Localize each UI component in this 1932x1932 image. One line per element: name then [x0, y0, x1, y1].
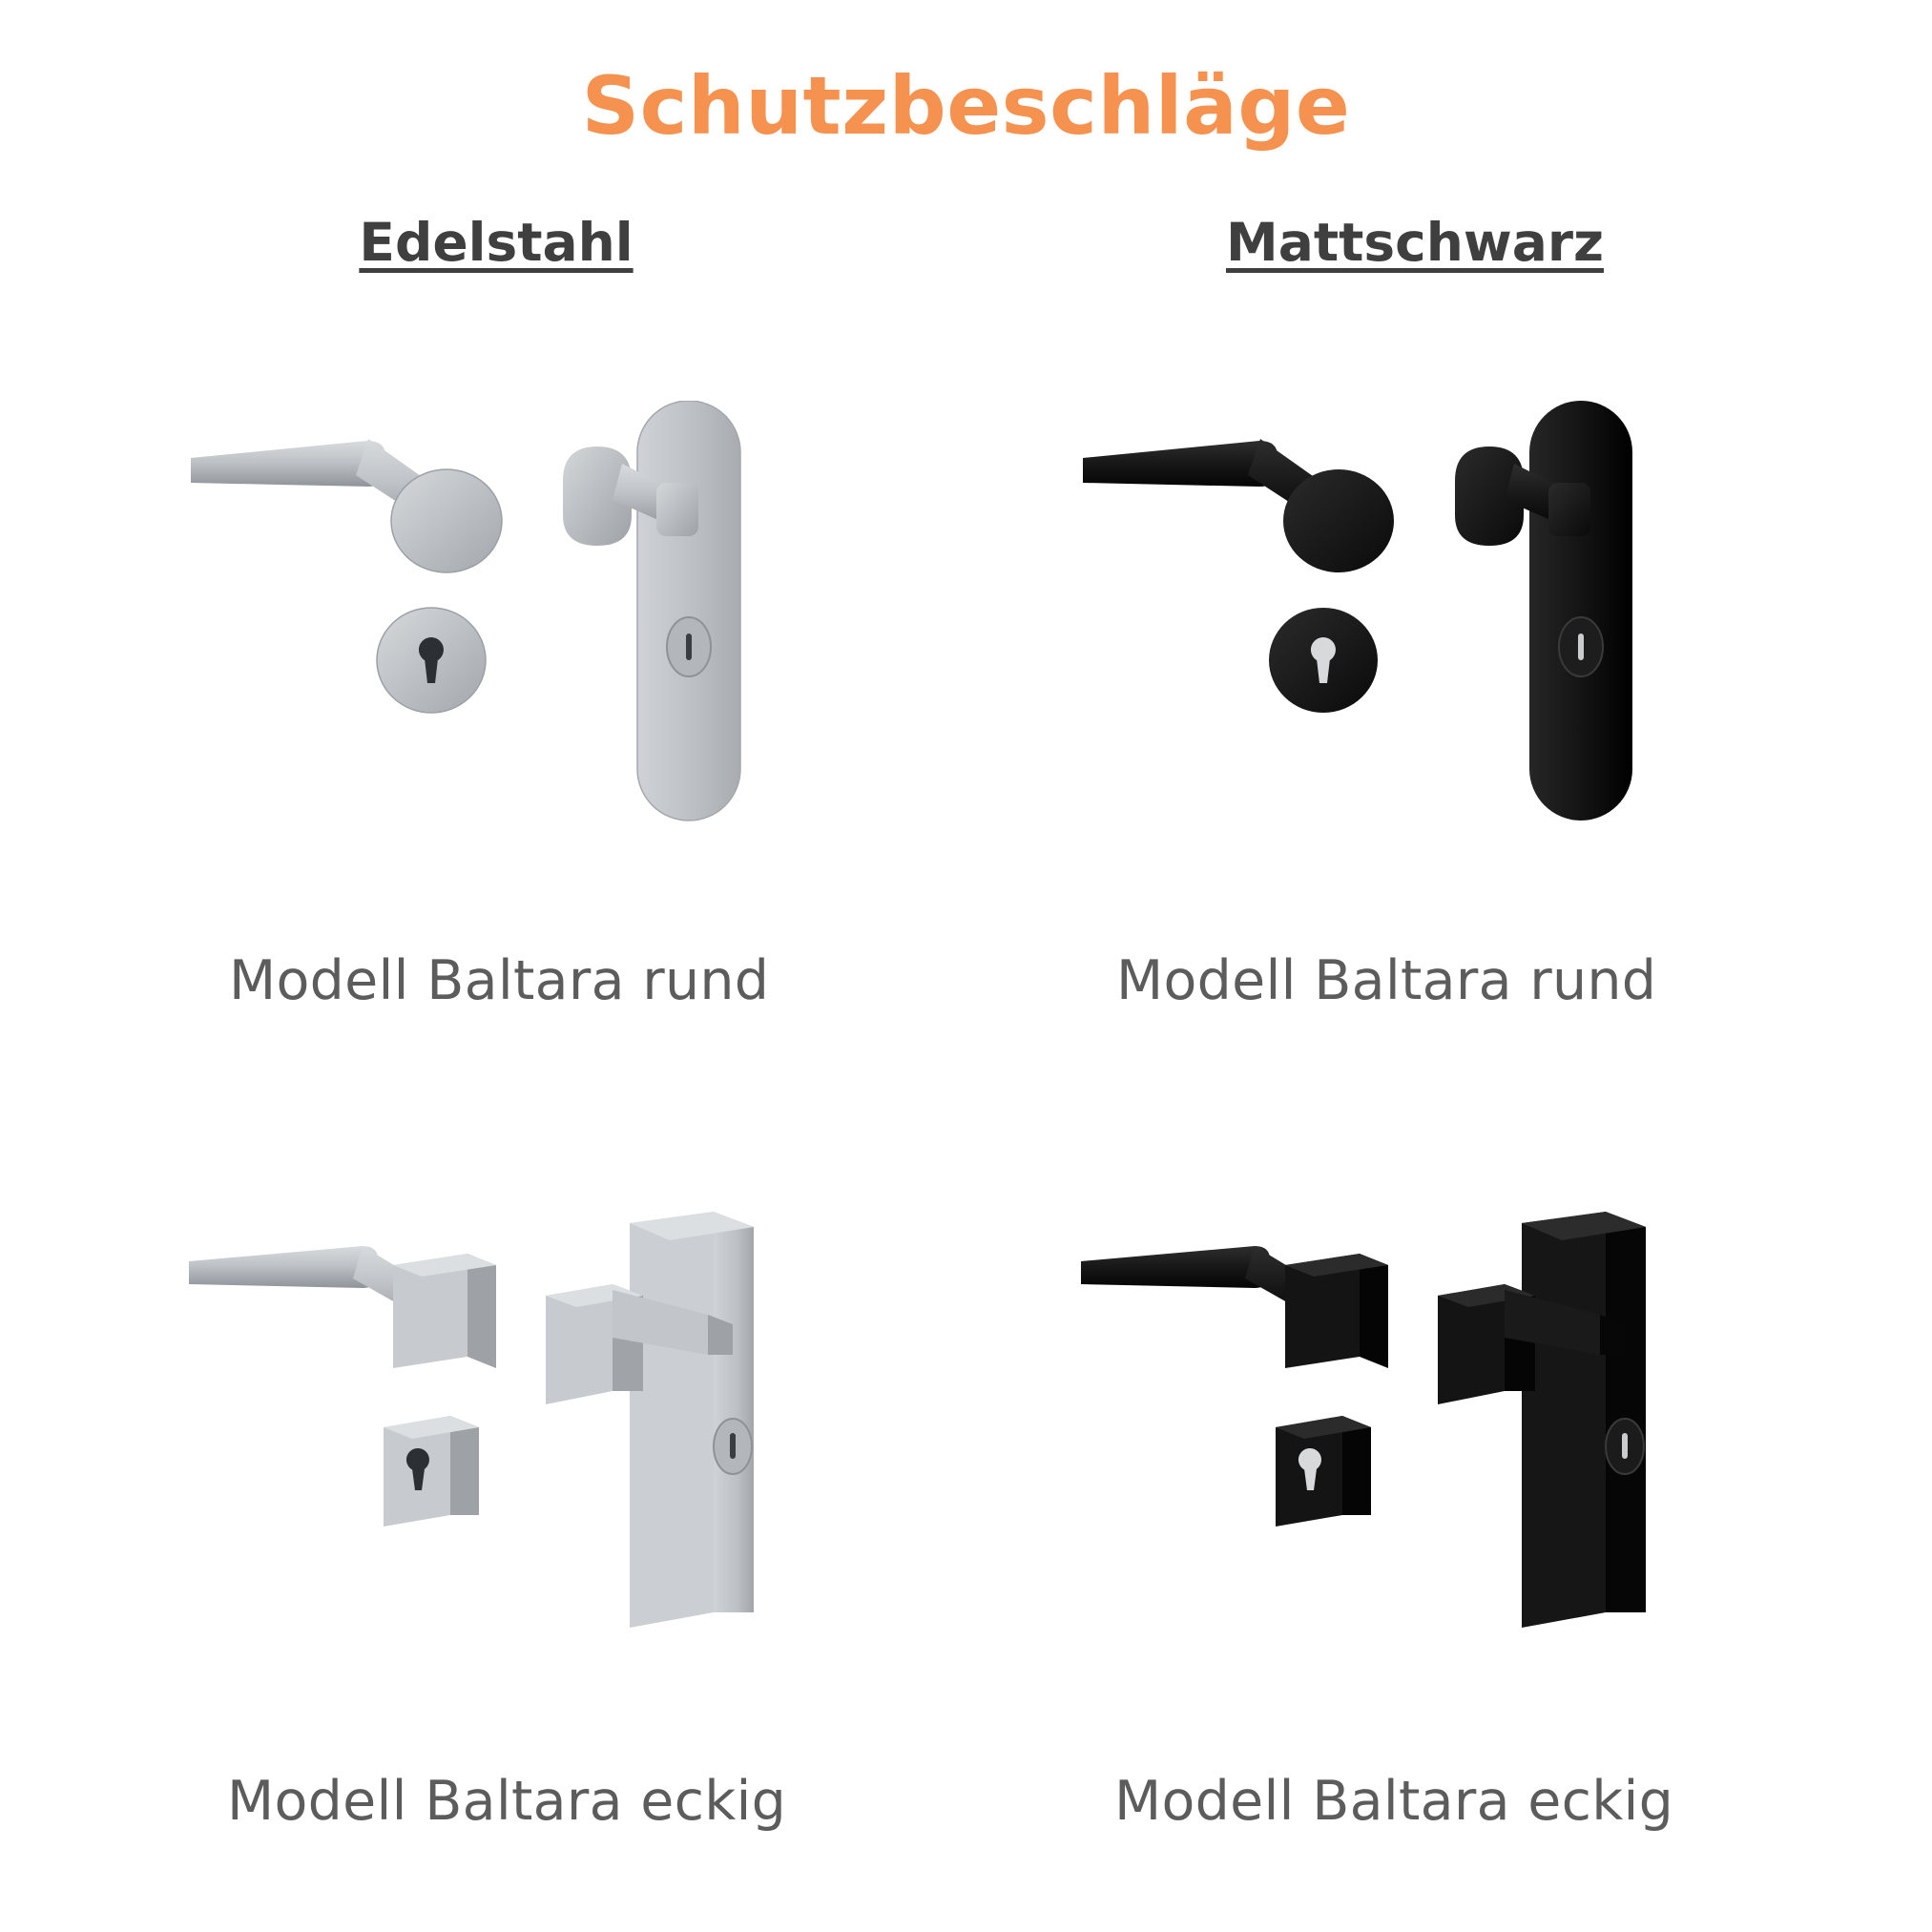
product-image-mattschwarz-rund: [1073, 401, 1741, 897]
column-header-mattschwarz: Mattschwarz: [1226, 212, 1604, 273]
caption-edelstahl-eckig: Modell Baltara eckig: [227, 1770, 787, 1833]
caption-mattschwarz-eckig: Modell Baltara eckig: [1114, 1770, 1674, 1833]
square-key-escutcheon: [384, 1416, 479, 1527]
long-backplate-with-cylinder-cover: [1522, 1212, 1646, 1628]
square-key-escutcheon: [1276, 1416, 1371, 1527]
square-rosette: [393, 1254, 496, 1368]
caption-mattschwarz-rund: Modell Baltara rund: [1116, 949, 1657, 1012]
round-key-escutcheon: [377, 608, 486, 713]
long-backplate-with-cylinder-cover: [1529, 401, 1632, 821]
square-rosette: [1285, 1254, 1388, 1368]
product-image-edelstahl-rund: [181, 401, 849, 897]
page-title: Schutzbeschläge: [581, 59, 1351, 153]
round-rosette: [391, 469, 502, 572]
column-header-edelstahl: Edelstahl: [359, 212, 634, 273]
product-image-edelstahl-eckig: [181, 1212, 849, 1708]
round-rosette: [1283, 469, 1394, 572]
product-image-mattschwarz-eckig: [1073, 1212, 1741, 1708]
caption-edelstahl-rund: Modell Baltara rund: [229, 949, 770, 1012]
round-key-escutcheon: [1269, 608, 1378, 713]
long-backplate-with-cylinder-cover: [637, 401, 740, 821]
long-backplate-with-cylinder-cover: [630, 1212, 754, 1628]
